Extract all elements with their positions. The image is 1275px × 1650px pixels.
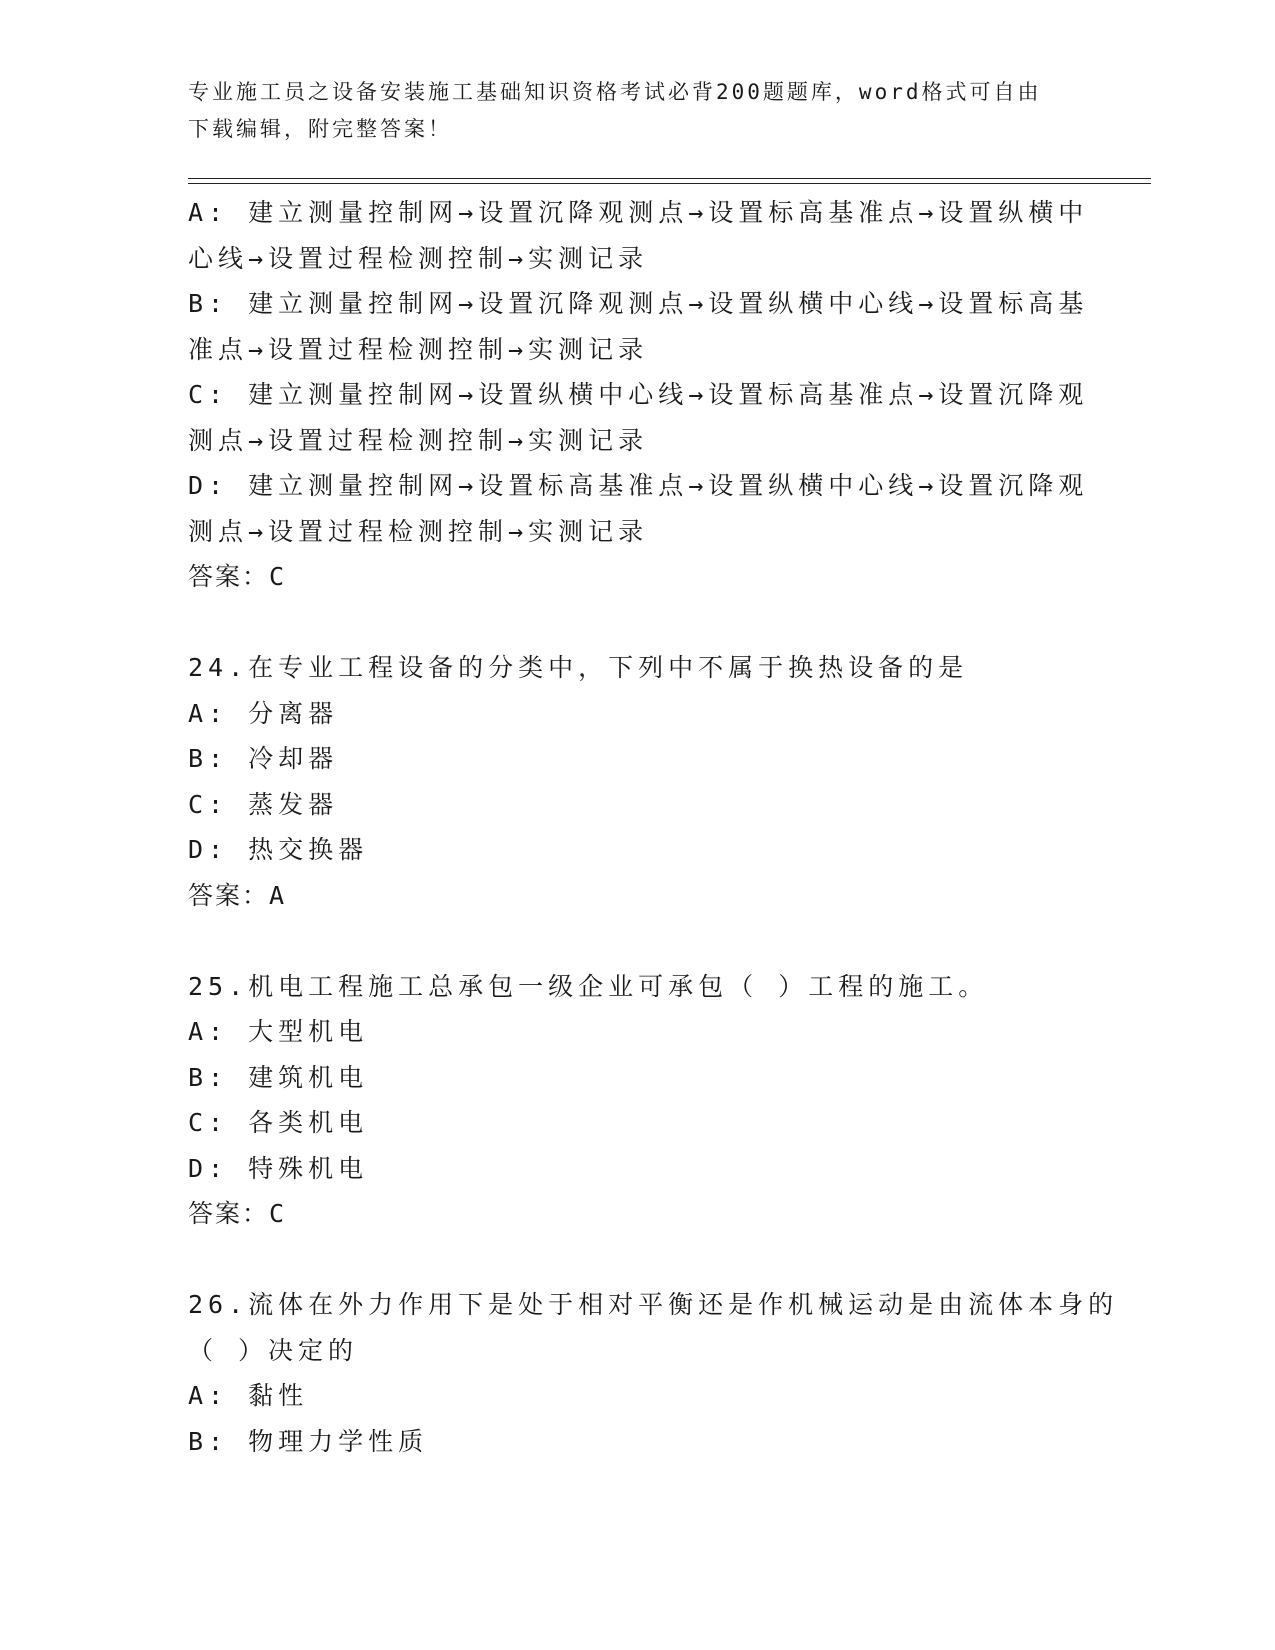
option-a-line-1: A: 建立测量控制网→设置沉降观测点→设置标高基准点→设置纵横中: [188, 198, 1089, 227]
header-title-line-2: 下载编辑，附完整答案！: [188, 117, 452, 141]
option-b: B: 冷却器: [188, 744, 339, 773]
option-b-line-2: 准点→设置过程检测控制→实测记录: [188, 334, 649, 364]
option-d: D: 特殊机电: [188, 1153, 369, 1183]
document-header: [188, 74, 1088, 148]
header-title-line-1: 专业施工员之设备安装施工基础知识资格考试必背200题题库，word格式可自由: [188, 80, 1042, 104]
spacer: [188, 1237, 1088, 1283]
option-a: A: 大型机电: [188, 1017, 369, 1046]
option-a: A: 黏性: [188, 1381, 309, 1410]
option-c: C: 蒸发器: [188, 789, 339, 819]
question-content: [188, 190, 1119, 1464]
question-block-24: [188, 645, 1088, 918]
question-stem-line-2: （ ）决定的: [188, 1335, 359, 1365]
question-block-23: [188, 190, 1088, 600]
answer-line: 答案：A: [188, 880, 287, 910]
question-stem-line-1: 26.流体在外力作用下是处于相对平衡还是作机械运动是由流体本身的: [188, 1290, 1119, 1319]
question-block-26: [188, 1282, 1119, 1464]
answer-line: 答案：C: [188, 1199, 287, 1228]
spacer: [188, 918, 1088, 964]
option-a-line-2: 心线→设置过程检测控制→实测记录: [188, 243, 649, 273]
option-d: D: 热交换器: [188, 835, 369, 864]
option-a: A: 分离器: [188, 698, 339, 728]
header-rule-top: [188, 178, 1151, 179]
option-c: C: 各类机电: [188, 1108, 369, 1137]
header-rule-bottom: [188, 183, 1151, 184]
option-d-line-2: 测点→设置过程检测控制→实测记录: [188, 516, 649, 546]
option-b: B: 物理力学性质: [188, 1426, 429, 1456]
question-block-25: [188, 964, 1088, 1237]
option-c-line-1: C: 建立测量控制网→设置纵横中心线→设置标高基准点→设置沉降观: [188, 380, 1089, 409]
question-stem: 25.机电工程施工总承包一级企业可承包（ ）工程的施工。: [188, 971, 989, 1001]
option-b-line-1: B: 建立测量控制网→设置沉降观测点→设置纵横中心线→设置标高基: [188, 289, 1089, 318]
option-d-line-1: D: 建立测量控制网→设置标高基准点→设置纵横中心线→设置沉降观: [188, 471, 1089, 500]
question-stem: 24.在专业工程设备的分类中，下列中不属于换热设备的是: [188, 653, 969, 682]
option-b: B: 建筑机电: [188, 1062, 369, 1092]
option-c-line-2: 测点→设置过程检测控制→实测记录: [188, 425, 649, 455]
spacer: [188, 600, 1088, 646]
answer-line: 答案：C: [188, 562, 287, 591]
